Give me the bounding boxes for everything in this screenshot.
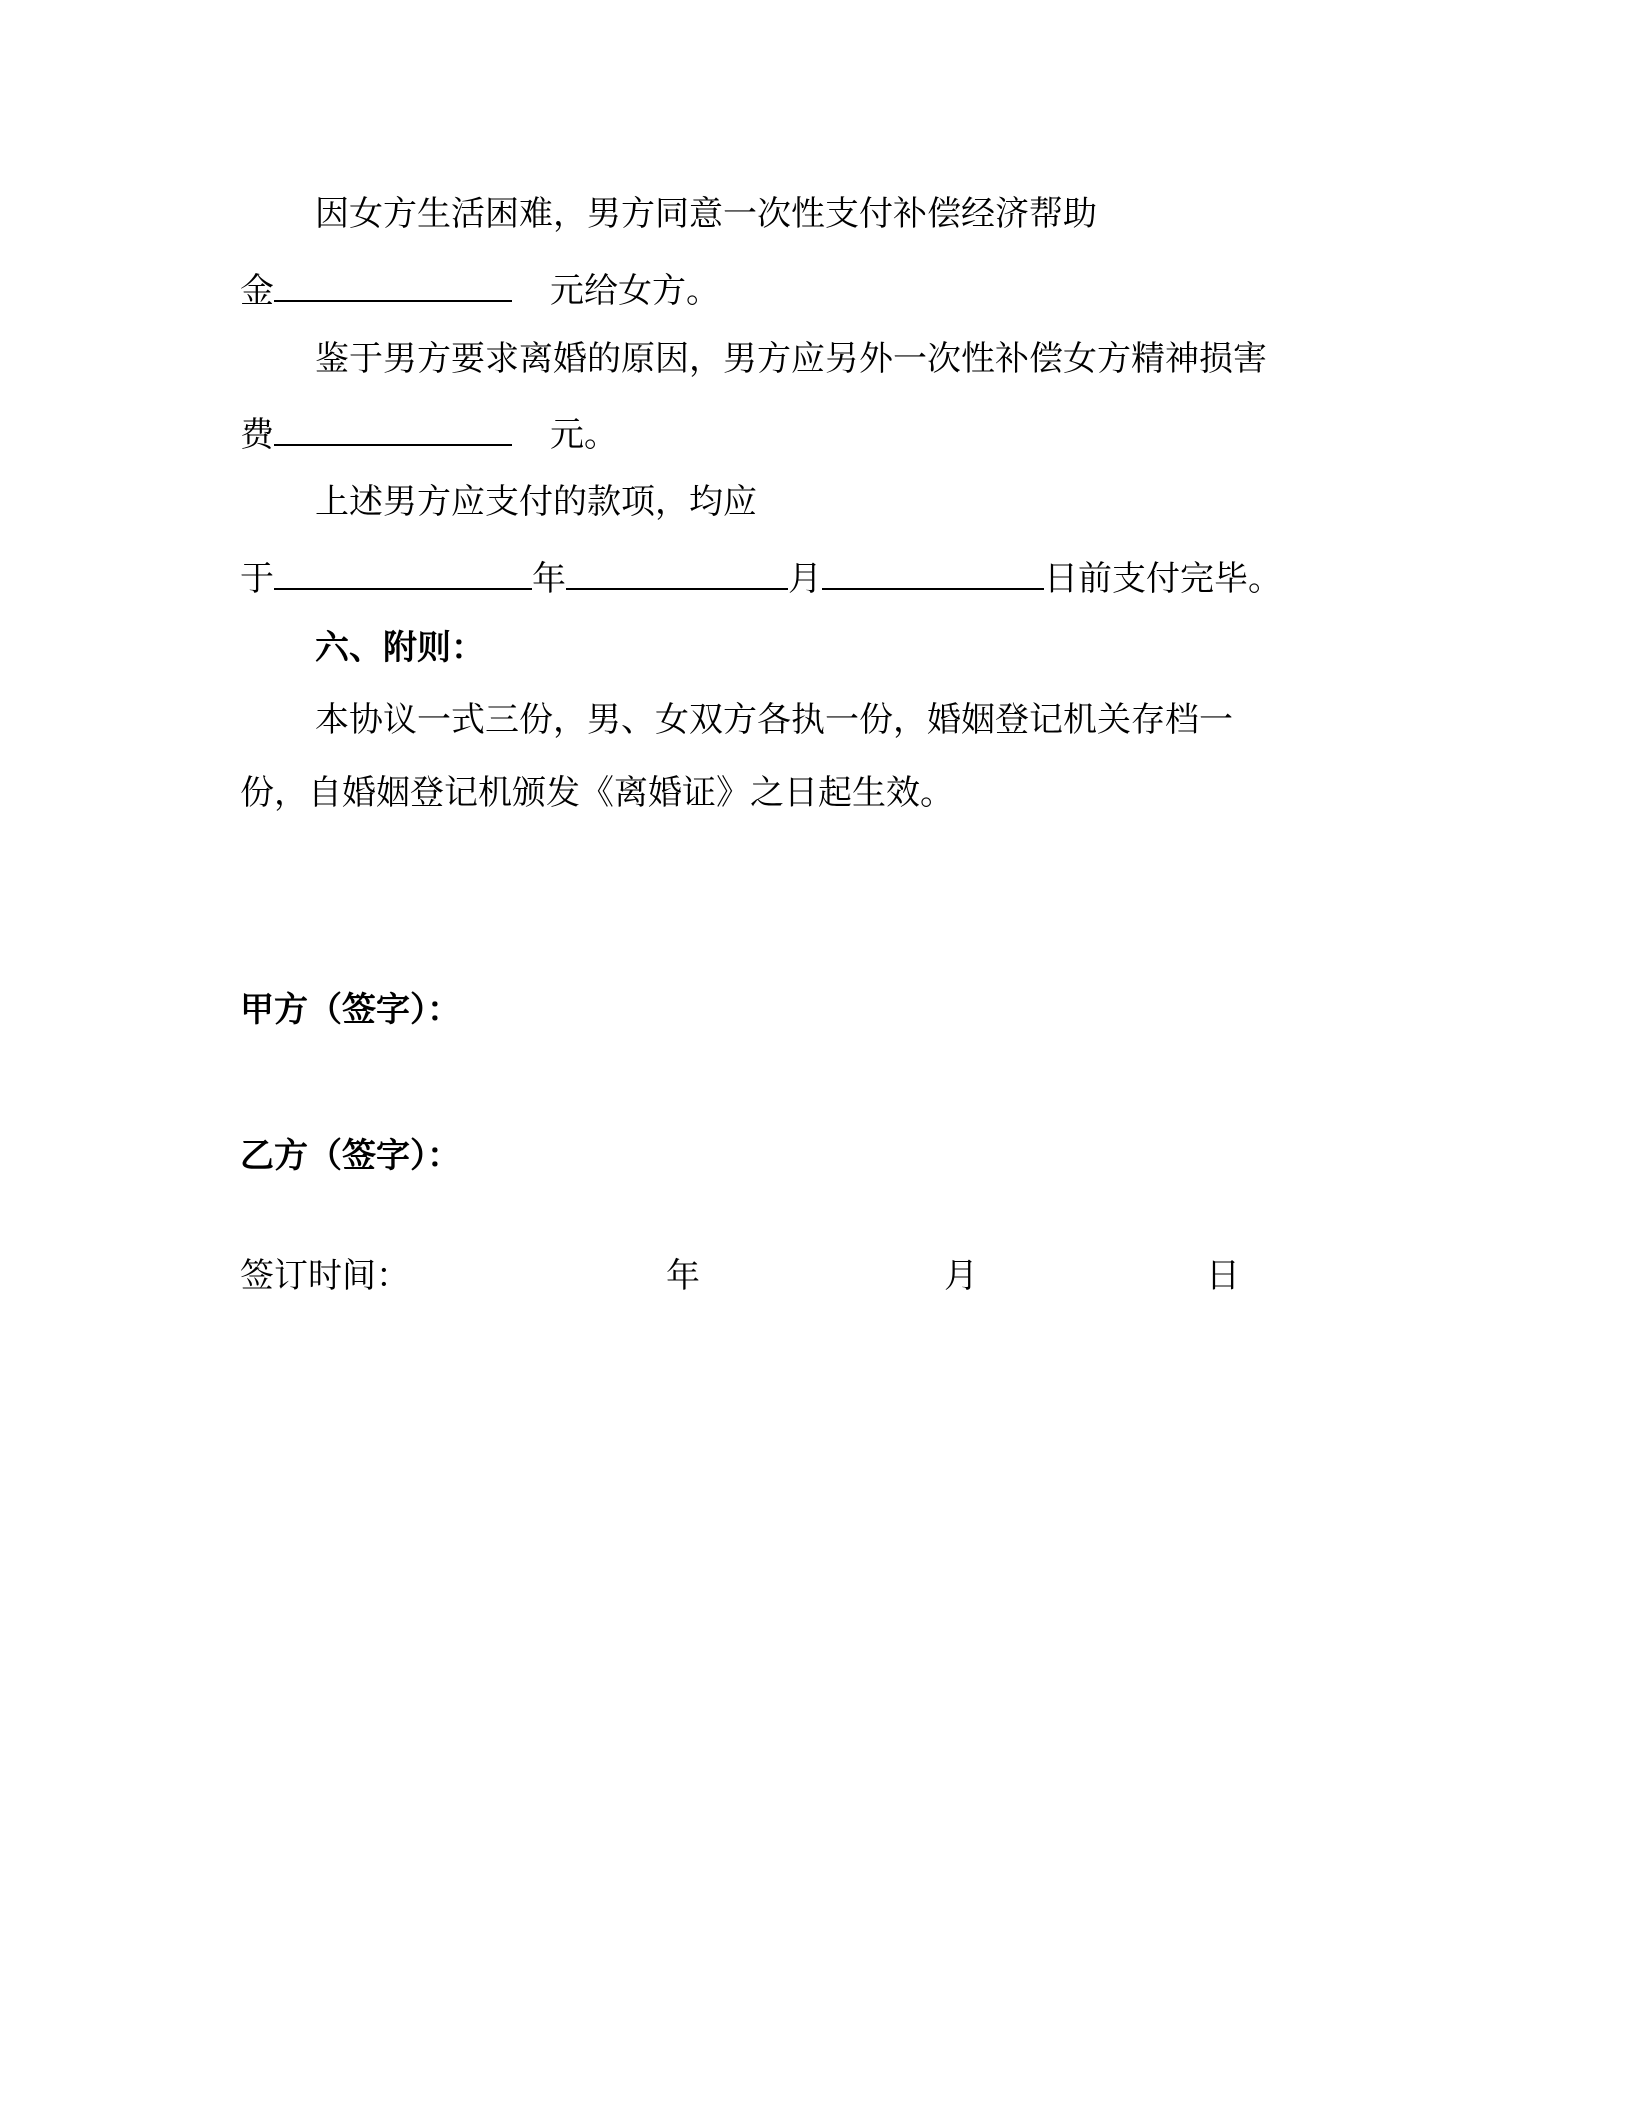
day-suffix-text: 日前支付完毕。 [1044, 559, 1282, 599]
paragraph-payment-line2 [240, 556, 1282, 599]
paragraph-mental-damage-line2 [240, 412, 618, 455]
year-blank[interactable] [274, 556, 532, 590]
month-text: 月 [788, 559, 822, 599]
amount-blank[interactable] [274, 412, 512, 446]
sign-date-year: 年 [666, 1256, 700, 1296]
section-heading-supplementary: 六、附则： [315, 628, 485, 668]
amount-blank[interactable] [274, 268, 512, 302]
suffix-text: 元。 [550, 415, 618, 455]
paragraph-compensation-line1: 因女方生活困难，男方同意一次性支付补偿经济帮助 [315, 194, 1097, 234]
year-text: 年 [532, 559, 566, 599]
paragraph-copies-line1: 本协议一式三份，男、女双方各执一份，婚姻登记机关存档一 [315, 700, 1233, 740]
sign-date-label: 签订时间： [240, 1256, 410, 1296]
prefix-text: 费 [240, 415, 274, 455]
paragraph-compensation-line2 [240, 268, 720, 311]
paragraph-payment-line1: 上述男方应支付的款项，均应 [315, 482, 757, 522]
paragraph-copies-line2: 份，自婚姻登记机颁发《离婚证》之日起生效。 [240, 773, 954, 813]
day-blank[interactable] [822, 556, 1044, 590]
paragraph-mental-damage-line1: 鉴于男方要求离婚的原因，男方应另外一次性补偿女方精神损害 [315, 339, 1267, 379]
party-b-signature-label: 乙方（签字）： [240, 1136, 461, 1176]
party-a-signature-label: 甲方（签字）： [240, 990, 461, 1030]
sign-date-month: 月 [944, 1256, 978, 1296]
month-blank[interactable] [566, 556, 788, 590]
prefix-text: 金 [240, 271, 274, 311]
sign-date-day: 日 [1206, 1256, 1240, 1296]
suffix-text: 元给女方。 [550, 271, 720, 311]
prefix-text: 于 [240, 559, 274, 599]
